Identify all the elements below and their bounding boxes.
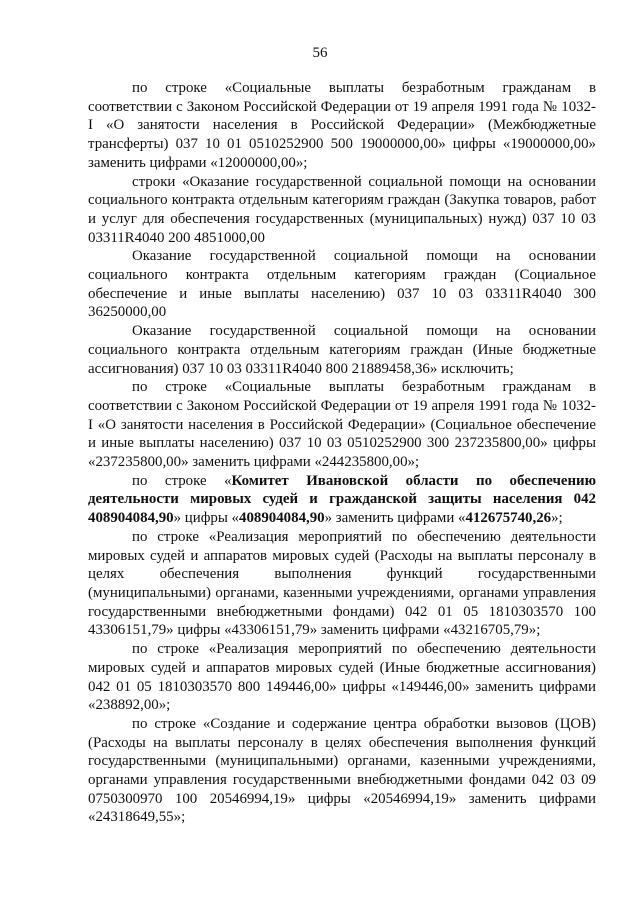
committee-mid-text-2: » заменить цифрами « (324, 510, 466, 527)
paragraph-social-assistance-population: Оказание государственной социальной помощи на основании социального контракта отдельным категориям граждан (Социальное обеспечение и иные выплаты населению) 037 10 03 03311R4040 300 36250000,00 (88, 248, 596, 321)
document-body (88, 79, 596, 827)
committee-title-bold: Комитет Ивановской области по обеспечению деятельности мировых судей и гражданской защиты населения 042 408904084,90 (88, 472, 596, 527)
page-number: 56 (312, 45, 328, 61)
paragraph-social-payments-population: по строке «Социальные выплаты безработным гражданам в соответствии с Законом Российской Федерации от 19 апреля 1991 года № 1032-I «О занятости населения в Российской Федерации» (Социальное обеспечение и иные выплаты населению) 037 10 03 0510252900 300 237235800,00» цифры «237235800,00» заменить цифрами «244235800,00»; (88, 379, 596, 471)
committee-old-amount: 408904084,90 (239, 510, 325, 527)
paragraph-social-assistance-procurement: строки «Оказание государственной социальной помощи на основании социального контракта отдельным категориям граждан (Закупка товаров, работ и услуг для обеспечения государственных (муниципальных) нужд) 037 10 03 03311R4040 200 4851000,00 (88, 173, 596, 246)
committee-tail-text: »; (551, 510, 563, 527)
paragraph-call-center: по строке «Создание и содержание центра обработки вызовов (ЦОВ) (Расходы на выплаты персоналу в целях обеспечения выполнения функций государственными (муниципальными) органами, казенными учреждениями, органами управления государственными внебюджетными фондами 042 03 09 0750300970 100 20546994,19» цифры «20546994,19» заменить цифрами «24318649,55»; (88, 715, 596, 826)
paragraph-judges-other: по строке «Реализация мероприятий по обеспечению деятельности мировых судей и аппаратов мировых судей (Иные бюджетные ассигнования) 042 01 05 1810303570 800 149446,00» цифры «149446,00» заменить цифрами «238892,00»; (88, 641, 596, 714)
paragraph-social-payments-transfers: по строке «Социальные выплаты безработным гражданам в соответствии с Законом Российской Федерации от 19 апреля 1991 года № 1032-I «О занятости населения в Российской Федерации» (Межбюджетные трансферты) 037 10 01 0510252900 500 19000000,00» цифры «19000000,00» заменить цифрами «12000000,00»; (88, 80, 596, 171)
paragraph-committee-total (88, 472, 596, 528)
paragraph-judges-personnel: по строке «Реализация мероприятий по обеспечению деятельности мировых судей и аппаратов мировых судей (Расходы на выплаты персоналу в целях обеспечения выполнения функций государственными (муниципальными) органами, казенными учреждениями, органами управления государственными внебюджетными фондами) 042 01 05 1810303570 100 43306151,79» цифры «43306151,79» заменить цифрами «43216705,79»; (88, 528, 596, 639)
committee-lead-text: по строке « (132, 472, 232, 489)
committee-new-amount: 412675740,26 (465, 510, 552, 527)
paragraph-social-assistance-other: Оказание государственной социальной помощи на основании социального контракта отдельным категориям граждан (Иные бюджетные ассигнования) 037 10 03 03311R4040 800 21889458,36» исключить; (88, 323, 596, 377)
committee-mid-text-1: » цифры « (173, 510, 239, 527)
